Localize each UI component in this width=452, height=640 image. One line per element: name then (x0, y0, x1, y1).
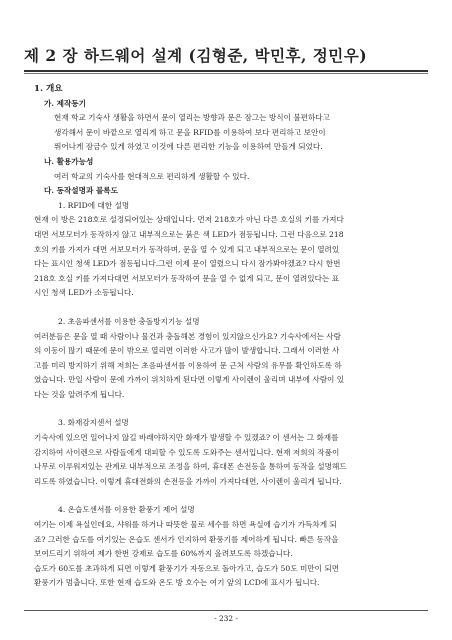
fan-control-paragraph (34, 518, 416, 591)
text-line: 리도록 하였습니다. 이렇게 휴대전화의 손전등을 가까이 가져다대면, 사이렌이 울리게 됩니다. (34, 476, 342, 486)
text-line: 생각해서 문이 바깥으로 열리게 하고 문을 RFID를 이용하여 보다 편리하고 보안이 (54, 127, 326, 137)
text-line: 호의 키를 가져가 대면 서보모터가 동작하며, 문을 열 수 있게 되고 내부적으로는 문이 열려있 (34, 244, 340, 254)
body-content (34, 80, 416, 591)
item-title-ultrasonic: 2. 초음파센서를 이용한 충돌방지기능 설명 (58, 316, 200, 326)
text-line: 여러 학교의 기숙사를 현대적으로 편리하게 생활할 수 있다. (54, 171, 250, 181)
text-line: 고를 미리 방지하기 위해 저희는 초음파센서를 이용하여 문 근처 사람의 유무를 확인하도록 하 (34, 360, 342, 370)
applicability-paragraph (34, 170, 416, 185)
section-heading-overview: 1. 개요 (34, 84, 63, 94)
item-title-fan-control: 4. 온습도센서를 이용한 환풍기 제어 설명 (58, 505, 195, 515)
subsection-heading-applicability: 나. 활용가능성 (44, 156, 94, 166)
item-title-rfid: 1. RFID에 대한 설명 (58, 200, 130, 210)
text-line: 다는 것을 알려주게 됩니다. (34, 389, 125, 399)
text-line: 뛰어나게 잠금수 있게 하였고 이것에 다른 편리한 기능을 이용하여 만들게 되었다. (54, 142, 323, 152)
text-line: 다는 표시인 청색 LED가 점등됩니다.그런 이제 문이 열렸으니 다시 잠가봐야겠죠? 다시 한번 (34, 259, 341, 269)
text-line: 218호 호실 키를 가져다대면 서보모터가 동작하여 문을 열 수 없게 되고, 문이 열려있다는 표 (34, 273, 340, 283)
ultrasonic-paragraph (34, 330, 416, 403)
text-line: 대면 서보모터가 동작하지 않고 내부적으로는 붉은 색 LED가 점등됩니다. 그런 다음으로 218 (34, 229, 344, 239)
fire-sensor-paragraph (34, 431, 416, 489)
subsection-heading-operation: 다. 동작설명과 블록도 (44, 186, 118, 196)
title-rule-thick (24, 70, 428, 72)
text-line: 나무로 이루워져있는 관계로 내부적으로 조정을 하여, 휴대폰 손전등을 통하여 동작을 설명해드 (34, 462, 347, 472)
text-line: 죠? 그러한 습도를 여기있는 온습도 센서가 인지하여 환풍기를 제어하게 됩니다. 빠른 동작을 (34, 534, 339, 544)
text-line: 현재 이 방은 218호로 설정되어있는 상태입니다. 먼저 218호가 아닌 다른 호실의 키를 가져다 (34, 215, 344, 225)
chapter-title: 제 2 장 하드웨어 설계 (김형준, 박민후, 정민우) (24, 46, 368, 65)
text-line: 환풍기가 멈춥니다. 또한 현재 습도와 온도 방 호수는 여기 앞의 LCD에 표시가 됩니다. (34, 578, 320, 588)
footer-rule (24, 610, 428, 611)
text-line: 감지하여 사이렌으로 사람들에게 대피할 수 있도록 도와주는 센서입니다. 현재 저희의 작품이 (34, 447, 340, 457)
subsection-heading-motivation: 가. 제작동기 (44, 98, 86, 108)
text-line: 습도가 60도를 초과하게 되면 이렇게 환풍기가 자동으로 돌아가고, 습도가 50도 미만이 되면 (34, 563, 340, 573)
text-line: 현재 학교 기숙사 생활을 하면서 문이 열리는 방향과 문은 잠그는 방식이 불편하다고 (54, 113, 330, 123)
text-line: 기숙사에 있으면 일어나지 않길 바래야하지만 화재가 발생할 수 있겠죠? 이 센서는 그 화재를 (34, 433, 339, 443)
item-title-fire-sensor: 3. 화재감지센서 설명 (58, 418, 129, 428)
page-number: - 232 - (214, 614, 238, 623)
text-line: 여러분들은 문을 열 때 사람이나 물건과 충돌해본 경험이 있지않으신가요? 기숙사에서는 사람 (34, 331, 341, 341)
title-rule-thin (24, 73, 428, 74)
text-line: 였습니다. 만일 사람이 문에 가까이 위치하게 된다면 이렇게 사이렌이 울리며 내부에 사람이 있 (34, 375, 345, 385)
text-line: 보여드리기 위하여 제가 한번 강제로 습도를 60%까지 올려보도록 하겠습니다. (34, 549, 293, 559)
text-line: 의 이동이 많기 때문에 문이 밖으로 열리면 이러한 사고가 많이 발생합니다. 그래서 이러한 사 (34, 346, 340, 356)
text-line: 여기는 이제 욕실인데요, 샤워를 하거나 따뜻한 물로 세수를 하면 욕실에 습기가 가득차게 되 (34, 520, 337, 530)
text-line: 시인 청색 LED가 소등됩니다. (34, 288, 134, 298)
rfid-paragraph (34, 213, 416, 301)
motivation-paragraph (34, 111, 416, 155)
